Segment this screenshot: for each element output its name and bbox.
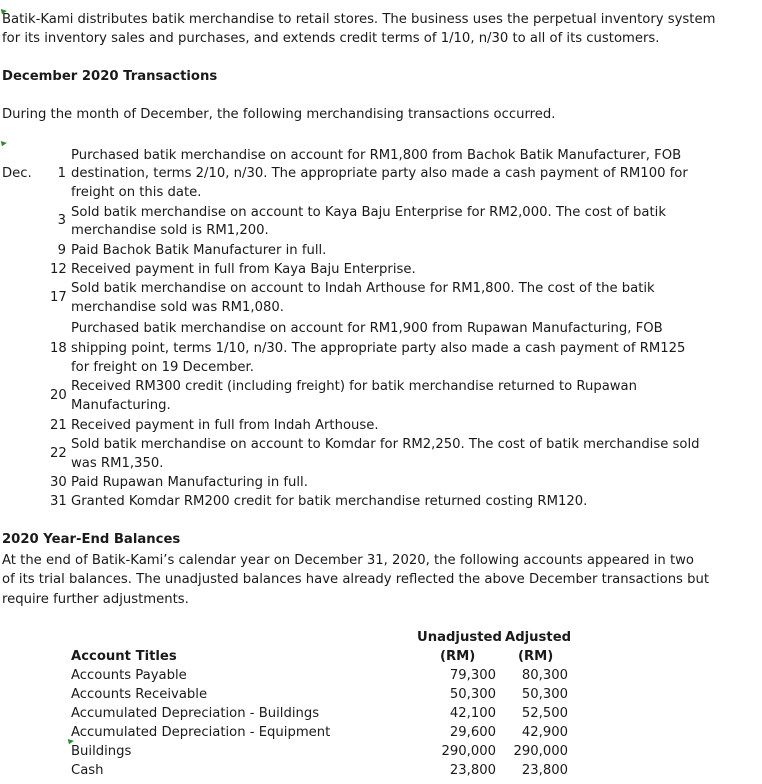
balances-intro-line-2: of its trial balances. The unadjusted balances have already reflected the above December transactions but [2, 572, 710, 587]
transaction-line: Received payment in full from Indah Arthouse. [71, 418, 379, 433]
transaction-line: merchandise sold was RM1,080. [71, 300, 284, 315]
unadjusted-value: 290,000 [441, 744, 496, 759]
transaction-day: 21 [50, 418, 67, 433]
transaction-line: shipping point, terms 1/10, n/30. The appropriate party also made a cash payment of RM125 [71, 341, 686, 356]
account-title: Accounts Receivable [71, 687, 208, 702]
adjusted-value: 42,900 [521, 725, 568, 740]
transaction-line: Received RM300 credit (including freight) for batik merchandise returned to Rupawan [71, 379, 637, 394]
transaction-line: for freight on 19 December. [71, 360, 254, 375]
column-unit-adjusted: (RM) [518, 649, 554, 664]
adjusted-value: 50,300 [521, 687, 568, 702]
transaction-line: Purchased batik merchandise on account for RM1,900 from Rupawan Manufacturing, FOB [71, 321, 663, 336]
column-header-account: Account Titles [71, 649, 177, 664]
section-heading-balances: 2020 Year-End Balances [2, 532, 181, 547]
transaction-line: Received payment in full from Kaya Baju Enterprise. [71, 262, 416, 277]
transaction-line: Granted Komdar RM200 credit for batik merchandise returned costing RM120. [71, 494, 588, 509]
section-intro-transactions: During the month of December, the following merchandising transactions occurred. [2, 107, 556, 122]
unadjusted-value: 42,100 [449, 706, 496, 721]
unadjusted-value: 23,800 [449, 763, 496, 778]
unadjusted-value: 29,600 [449, 725, 496, 740]
balances-intro-line-3: require further adjustments. [2, 592, 189, 607]
section-heading-transactions: December 2020 Transactions [2, 69, 218, 84]
balances-intro-line-1: At the end of Batik-Kami’s calendar year on December 31, 2020, the following accounts appeared in two [2, 553, 694, 568]
transaction-day: 17 [50, 290, 67, 305]
transaction-line: Paid Rupawan Manufacturing in full. [71, 475, 308, 490]
adjusted-value: 23,800 [521, 763, 568, 778]
transaction-day: 9 [57, 243, 66, 258]
account-title: Accounts Payable [71, 668, 187, 683]
account-title: Accumulated Depreciation - Buildings [71, 706, 320, 721]
transaction-line: Sold batik merchandise on account to Komdar for RM2,250. The cost of batik merchandise sold [71, 437, 700, 452]
transaction-line: destination, terms 2/10, n/30. The appropriate party also made a cash payment of RM100 for [71, 166, 688, 181]
transaction-line: Sold batik merchandise on account to Indah Arthouse for RM1,800. The cost of the batik [71, 281, 655, 296]
intro-line-1: Batik-Kami distributes batik merchandise to retail stores. The business uses the perpetual inventory system [2, 12, 716, 27]
transaction-line: Manufacturing. [71, 398, 171, 413]
tick-mark [0, 139, 7, 147]
column-header-unadjusted: Unadjusted [417, 630, 502, 645]
transaction-line: freight on this date. [71, 185, 202, 200]
transaction-line: Sold batik merchandise on account to Kaya Baju Enterprise for RM2,000. The cost of batik [71, 205, 666, 220]
transaction-line: was RM1,350. [71, 456, 164, 471]
account-title: Cash [71, 763, 104, 778]
account-title: Accumulated Depreciation - Equipment [71, 725, 331, 740]
account-title: Buildings [71, 744, 132, 759]
transaction-day: 3 [57, 213, 66, 228]
adjusted-value: 290,000 [513, 744, 568, 759]
transaction-line: Paid Bachok Batik Manufacturer in full. [71, 243, 327, 258]
transaction-day: 31 [50, 494, 67, 509]
intro-line-2: for its inventory sales and purchases, and extends credit terms of 1/10, n/30 to all of its customers. [2, 31, 660, 46]
transaction-line: Purchased batik merchandise on account for RM1,800 from Bachok Batik Manufacturer, FOB [71, 148, 682, 163]
transaction-day: 1 [57, 166, 66, 181]
transaction-day: 12 [50, 262, 67, 277]
unadjusted-value: 79,300 [449, 668, 496, 683]
column-unit-unadjusted: (RM) [440, 649, 476, 664]
transaction-day: 20 [50, 388, 67, 403]
transaction-day: 30 [50, 475, 67, 490]
transaction-line: merchandise sold is RM1,200. [71, 223, 269, 238]
transaction-day: 22 [50, 446, 67, 461]
adjusted-value: 52,500 [521, 706, 568, 721]
column-header-adjusted: Adjusted [505, 630, 572, 645]
adjusted-value: 80,300 [521, 668, 568, 683]
transaction-day: 18 [50, 341, 67, 356]
unadjusted-value: 50,300 [449, 687, 496, 702]
month-label: Dec. [2, 166, 32, 181]
